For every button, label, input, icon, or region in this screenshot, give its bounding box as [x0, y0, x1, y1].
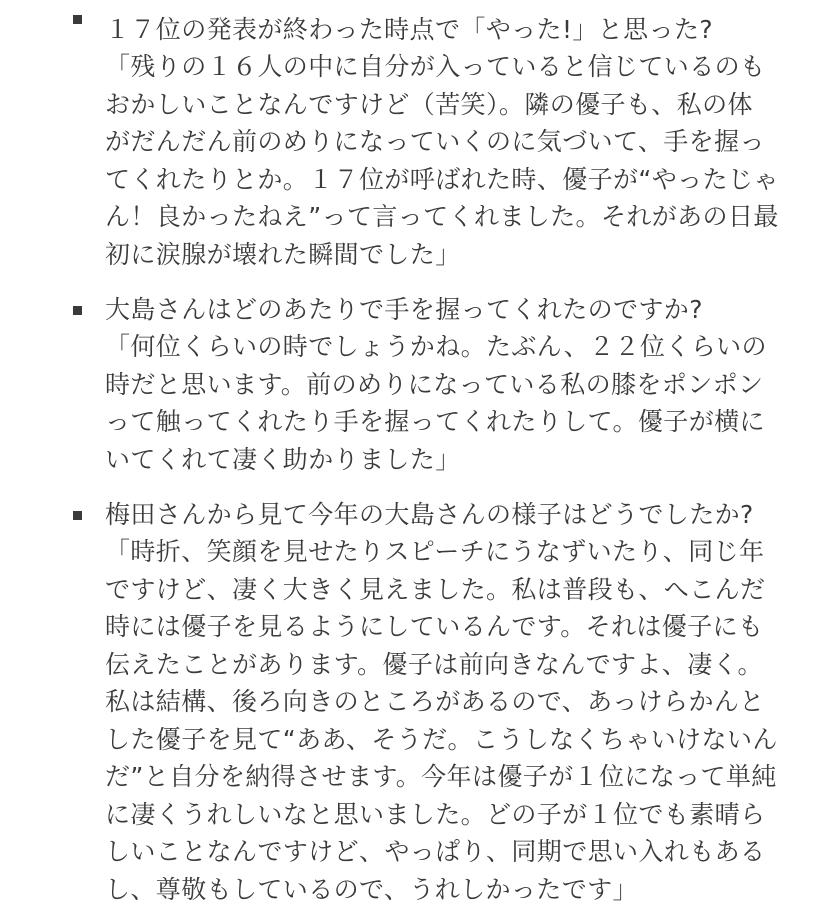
question-text: 大島さんはどのあたりで手を握ってくれたのですか?	[105, 295, 703, 324]
answer-text: 「何位くらいの時でしょうかね。たぶん、２２位くらいの 時だと思います。前のめりになっている私の膝をポンポン って触ってくれたり手を握ってくれたりして。優子が横に いてくれて凄く助かりました」	[105, 332, 767, 474]
question-text: 梅田さんから見て今年の大島さんの様子はどうでしたか?	[105, 500, 754, 529]
answer-text: 「時折、笑顔を見せたりスピーチにうなずいたり、同じ年 ですけど、凄く大きく見えました。私は普段も、へこんだ 時には優子を見るようにしているんです。それは優子にも 伝えたことがあります。優子は前向きなんですよ、凄く。 私は結構、後ろ向きのところがあるので、あっけらかんと した優子を見て“ああ、そうだ。こうしなくちゃいけないん だ”と自分を納得させます。今年は優子が１位になって単純 に凄くうれしいなと思いました。どの子が１位でも素晴ら しいことなんですけど、やっぱり、同期で思い入れもある し、尊敬もしているので、うれしかったです」	[105, 537, 778, 904]
square-bullet-icon	[73, 306, 82, 315]
answer-text: 「残りの１６人の中に自分が入っていると信じているのも おかしいことなんですけど（苦笑）。隣の優子も、私の体 がだんだん前のめりになっていくのに気づいて、手を握っ てくれたりとか。１７位が呼ばれた時、優子が“やったじゃ ん！良かったねえ”って言ってくれました。それがあの日最 初に涙腺が壊れた瞬間でした」	[105, 52, 779, 269]
square-bullet-icon	[73, 511, 82, 520]
qa-item	[0, 496, 828, 908]
qa-item	[0, 291, 828, 478]
square-bullet-icon	[73, 15, 82, 24]
question-text: １７位の発表が終わった時点で「やった!」と思った?	[105, 15, 714, 44]
qa-item	[0, 0, 828, 273]
